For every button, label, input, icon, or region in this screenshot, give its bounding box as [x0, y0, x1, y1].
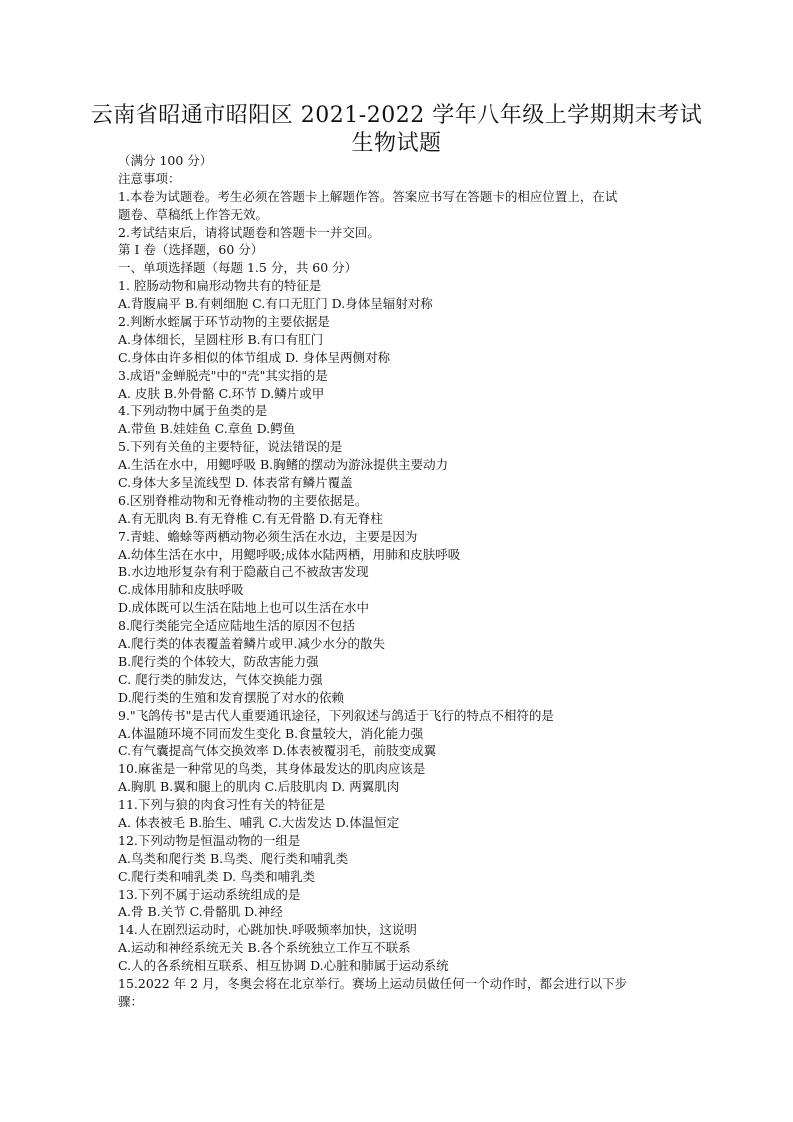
text-line: C.身体由许多相似的体节组成 D. 身体呈两侧对称	[118, 349, 391, 365]
text-line: A.生活在水中，用鳃呼吸 B.胸鳍的摆动为游泳提供主要动力	[118, 457, 449, 473]
text-line: B.水边地形复杂有利于隐蔽自己不被敌害发现	[118, 564, 369, 580]
text-line: A.运动和神经系统无关 B.各个系统独立工作互不联系	[118, 940, 411, 956]
text-line: 13.下列不属于运动系统组成的是	[118, 886, 301, 902]
text-line: 2.考试结束后，请将试题卷和答题卡一并交回。	[118, 224, 380, 240]
text-line: A.身体细长，呈圆柱形 B.有口有肛门	[118, 331, 324, 347]
text-line: 5.下列有关鱼的主要特征，说法错误的是	[118, 439, 343, 455]
text-line: A.带鱼 B.娃娃鱼 C.章鱼 D.鳄鱼	[118, 421, 296, 437]
text-line: A.骨 B.关节 C.骨骼肌 D.神经	[118, 904, 283, 920]
text-line: 11.下列与狼的肉食习性有关的特征是	[118, 797, 326, 813]
text-line: 1. 腔肠动物和扁形动物共有的特征是	[118, 278, 322, 294]
text-line: 一、单项选择题（每题 1.5 分，共 60 分）	[118, 260, 358, 276]
text-line: A. 皮肤 B.外骨骼 C.环节 D.鳞片或甲	[118, 385, 325, 401]
text-line: 6.区别脊椎动物和无脊椎动物的主要依据是。	[118, 492, 368, 508]
text-line: C.身体大多呈流线型 D. 体表常有鳞片覆盖	[118, 475, 353, 491]
text-line: 4.下列动物中属于鱼类的是	[118, 403, 268, 419]
text-line: 8.爬行类能完全适应陆地生活的原因不包括	[118, 618, 355, 634]
text-line: （满分 100 分）	[118, 153, 213, 168]
text-line: A.体温随环境不同而发生变化 B.食量较大，消化能力强	[118, 725, 424, 741]
text-line: A. 体表被毛 B.胎生、哺乳 C.大齿发达 D.体温恒定	[118, 814, 400, 830]
text-line: A.爬行类的体表覆盖着鳞片或甲.减少水分的散失	[118, 636, 385, 652]
text-line: 1.本卷为试题卷。考生必须在答题卡上解题作答。答案应书写在答题卡的相应位置上，在试	[118, 188, 618, 204]
text-line: 12.下列动物是恒温动物的一组是	[118, 832, 301, 848]
text-line: 15.2022 年 2 月，冬奥会将在北京举行。赛场上运动员做任何一个动作时，都会进行以下步	[118, 975, 628, 991]
text-line: 3.成语"金蝉脱壳"中的"壳"其实指的是	[118, 367, 328, 383]
text-line: D.成体既可以生活在陆地上也可以生活在水中	[118, 600, 370, 616]
text-line: 题卷、草稿纸上作答无效。	[118, 206, 269, 222]
text-line: C. 爬行类的肺发达，气体交换能力强	[118, 671, 323, 687]
text-line: C.有气囊提高气体交换效率 D.体表被覆羽毛，前肢变成翼	[118, 743, 437, 759]
text-line: A.鸟类和爬行类 B.鸟类、爬行类和哺乳类	[118, 850, 349, 866]
text-line: C.成体用肺和皮肤呼吸	[118, 582, 244, 598]
exam-subtitle: 生物试题	[351, 131, 442, 156]
text-line: 2.判断水蛭属于环节动物的主要依据是	[118, 314, 330, 330]
text-line: 注意事项：	[118, 170, 181, 186]
text-line: C.爬行类和哺乳类 D. 鸟类和哺乳类	[118, 868, 316, 884]
text-line: 10.麻雀是一种常见的鸟类，其身体最发达的肌肉应该是	[118, 761, 426, 777]
text-line: A.幼体生活在水中，用鳃呼吸;成体水陆两栖，用肺和皮肤呼吸	[118, 546, 461, 562]
text-line: 7.青蛙、蟾蜍等两栖动物必须生活在水边，主要是因为	[118, 528, 418, 544]
text-line: 14.人在剧烈运动时，心跳加快.呼吸频率加快，这说明	[118, 922, 417, 938]
exam-body	[118, 152, 678, 1011]
text-line: A.有无肌肉 B.有无脊椎 C.有无骨骼 D.有无脊柱	[118, 510, 383, 526]
text-line: A.胸肌 B.翼和腿上的肌肉 C.后肢肌肉 D. 两翼肌肉	[118, 779, 400, 795]
exam-title: 云南省昭通市昭阳区 2021-2022 学年八年级上学期期末考试	[90, 103, 703, 128]
text-line: 9."飞鸽传书"是古代人重要通讯途径，下列叙述与鸽适于飞行的特点不相符的是	[118, 707, 554, 723]
text-line: B.爬行类的个体较大，防敌害能力强	[118, 653, 319, 669]
text-line: 第 I 卷（选择题，60 分）	[118, 242, 264, 258]
text-line: D.爬行类的生殖和发育摆脱了对水的依赖	[118, 689, 345, 705]
text-line: A.背腹扁平 B.有刺细胞 C.有口无肛门 D.身体呈辐射对称	[118, 296, 433, 312]
text-line: C.人的各系统相互联系、相互协调 D.心脏和肺属于运动系统	[118, 958, 449, 974]
text-line: 骤：	[118, 993, 144, 1009]
